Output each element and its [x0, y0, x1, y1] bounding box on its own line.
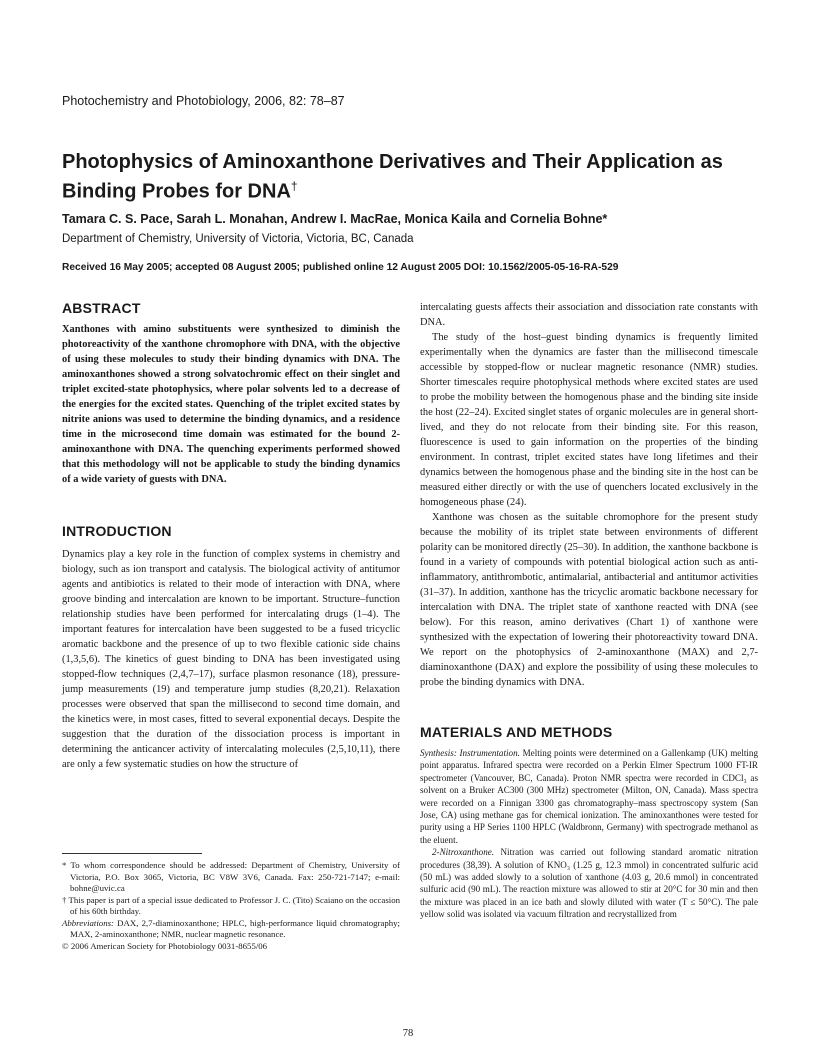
nitroxanthone-label: 2-Nitroxanthone.: [432, 847, 495, 858]
author-list: Tamara C. S. Pace, Sarah L. Monahan, Andrew I. MacRae, Monica Kaila and Cornelia Bohne*: [62, 212, 608, 226]
abbreviations-text: DAX, 2,7-diaminoxanthone; HPLC, high-performance liquid chromatography; MAX, 2-aminoxanthone; NMR, nuclear magnetic resonance.: [70, 917, 400, 939]
received-dates: Received 16 May 2005; accepted 08 August 2005; published online 12 August 2005 DOI: 10.1562/2005-05-16-RA-529: [62, 262, 619, 273]
introduction-paragraph-2: The study of the host–guest binding dynamics is frequently limited experimentally when the dynamics are faster than the millisecond timescale accessible by stopped-flow or nuclear magnetic resonance (NMR) studies. Shorter timescales require photophysical methods where excited states are used to probe the mobility between the homogenous phase and the binding site inside the host (22–24). Excited singlet states of organic molecules are in general short-lived, and they do not relocate from their binding site. For this reason, fluorescence is used to gain information on the properties of the binding environment. In contrast, triplet excited states have long lifetimes and their dynamics between the homogenous phase and the binding site in the host can be measured either directly or with the use of quenchers located exclusively in the homogeneous phase (24).: [420, 332, 758, 508]
methods-nitroxanthone-paragraph: [420, 846, 758, 920]
methods-heading: MATERIALS AND METHODS: [420, 724, 613, 740]
journal-citation: Photochemistry and Photobiology, 2006, 82: 78–87: [62, 94, 345, 108]
title-footnote-mark: †: [290, 179, 298, 193]
article-title-text: Photophysics of Aminoxanthone Derivatives and Their Application as Binding Probes for DNA: [62, 151, 723, 203]
left-column: [62, 300, 400, 772]
introduction-paragraph-3: Xanthone was chosen as the suitable chromophore for the present study because the mobility of its triplet state between environments of different polarity can be monitored directly (25–30). In addition, the xanthone backbone is found in a variety of compounds with potential biological action such as anti-inflammatory, antithrombotic, antimalarial, antibacterial and antitumor activities (31–37). In addition, xanthone has the tricyclic aromatic backbone necessary for intercalation with DNA. The triplet state of xanthone reacted with DNA (see below). For this reason, amino derivatives (Chart 1) of xanthone were synthesized with the expectation of lowering their photoreactivity toward DNA. We report on the photophysics of 2-aminoxanthone (MAX) and 2,7-diaminoxanthone (DAX) and explore the possibility of using these molecules to probe the binding dynamics with DNA.: [420, 512, 758, 688]
abstract-heading: ABSTRACT: [62, 300, 141, 316]
introduction-heading: INTRODUCTION: [62, 523, 172, 539]
footnote-correspondence: * To whom correspondence should be addressed: Department of Chemistry, University of Victoria, P.O. Box 3065, Victoria, BC V8W 3V6, Canada. Fax: 250-721-7147; e-mail: bohne@uvic.ca: [62, 860, 400, 893]
nitroxanthone-text: Nitration was carried out following standard aromatic nitration procedures (38,39). A solution of KNO₃ (1.25 g, 12.3 mmol) in concentrated sulfuric acid (50 mL) was added slowly to a solution of xanthone (4.03 g, 20.6 mmol) in concentrated sulfuric acid (90 mL). The reaction mixture was allowed to stir at 20°C for 30 min and then the mixture was placed in an ice bath and slowly diluted with water (T ≤ 50°C). The pale yellow solid was isolated via vacuum filtration and recrystallized from: [420, 847, 758, 920]
synthesis-label: Synthesis: Instrumentation.: [420, 748, 520, 758]
footnote-dedication: † This paper is part of a special issue dedicated to Professor J. C. (Tito) Scaiano on the occasion of his 60th birthday.: [62, 894, 400, 916]
introduction-paragraph-1-continued: intercalating guests affects their association and dissociation rate constants with DNA.: [420, 302, 758, 328]
footnote-rule: [62, 853, 202, 854]
affiliation: Department of Chemistry, University of Victoria, Victoria, BC, Canada: [62, 233, 414, 245]
footnote-copyright: © 2006 American Society for Photobiology 0031-8655/06: [62, 940, 268, 951]
right-column: [420, 300, 758, 921]
abbreviations-label: Abbreviations:: [62, 917, 114, 928]
page-number: 78: [402, 1028, 414, 1039]
footnotes: [62, 860, 400, 952]
footnote-abbreviations: [62, 918, 400, 941]
synthesis-text: Melting points were determined on a Gallenkamp (UK) melting point apparatus. Infrared spectra were recorded on a Perkin Elmer Spectrum 1000 FT-IR spectrometer (Vancouver, BC, Canada). Proton NMR spectra were recorded in CDCl₃ as solvent on a Bruker AC300 (300 MHz) spectrometer (Milton, ON, Canada). Mass spectra were recorded on a Finnigan 3300 gas chromatography–mass spectroscopy system (San Jose, CA) using methane gas for chemical ionization. The aminoxanthones were tested for purity using a HP Series 1100 HPLC (Waldbronn, Germany) with spectrograde methanol as the eluent.: [420, 748, 758, 845]
introduction-paragraph-1: Dynamics play a key role in the function of complex systems in chemistry and biology, such as ion transport and catalysis. The biological activity of antitumor agents and antibiotics is related to their mode of interaction with DNA, where groove binding and intercalation are known to be important. Structure–function relationship studies have been performed for intercalating drugs (1–4). The important features for intercalation have been suggested to be a fused tricyclic aromatic backbone and the presence of up to two flexible cationic side chains (1,3,5,6). The kinetics of guest binding to DNA has been investigated using stopped-flow techniques (2,4,7–17), surface plasmon resonance (18), pressure-jump measurements (19) and temperature jump studies (8,20,21). Relaxation processes were observed that span the millisecond to second time domain, and the kinetics were, in most cases, fitted to several exponential decays. Despite the suggestion that the duration of the dissociation process is important in determining the anticancer activity of intercalating molecules (2,5,10,11), there are only a few systematic studies on how the structure of: [62, 549, 400, 770]
article-title: [62, 150, 762, 204]
abstract-text: Xanthones with amino substituents were synthesized to diminish the photoreactivity of the xanthone chromophore with DNA, with the objective of using these molecules to study their binding dynamics with DNA. The aminoxanthones showed a strong solvatochromic effect on their singlet and triplet excited-state photophysics, where polar solvents led to a decrease of the energies for the excited states. Quenching of the triplet excited states by nitrite anions was used to determine the binding dynamics, and a residence time in the microsecond time domain was estimated for the bound 2-aminoxanthone with DNA. The quenching experiments performed showed that this methodology will not be applicable to study the binding dynamics of a wide variety of guests with DNA.: [62, 324, 400, 485]
methods-synthesis-paragraph: [420, 747, 758, 846]
